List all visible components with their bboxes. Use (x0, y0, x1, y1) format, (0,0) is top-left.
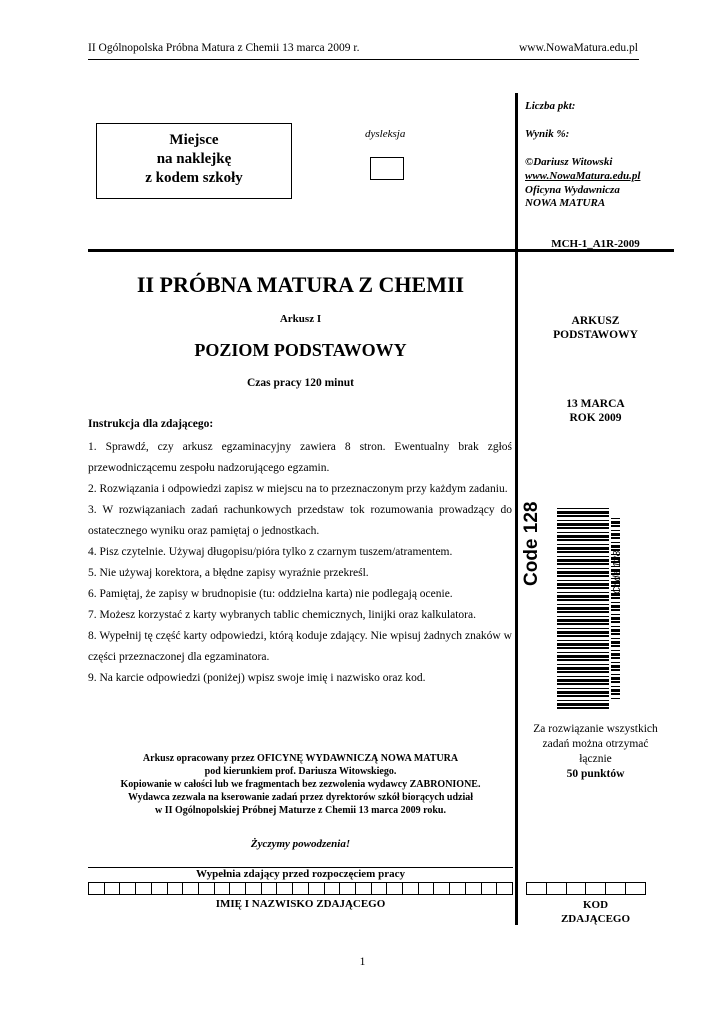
barcode-bar (557, 667, 609, 670)
publisher-name-1: Oficyna Wydawnicza (525, 184, 620, 196)
sheet-type (518, 314, 673, 342)
publisher-line: pod kierunkiem prof. Dariusza Witowskiego. (204, 766, 397, 777)
instruction-item: 5. Nie używaj korektora, a błędne zapisy wyraźnie przekreśl. (88, 567, 369, 579)
sheet-type-line-2: PODSTAWOWY (553, 329, 638, 341)
points-total: 50 punktów (566, 768, 625, 780)
vertical-divider (515, 93, 518, 925)
code-input-boxes[interactable] (526, 882, 646, 895)
header-rule (88, 59, 639, 60)
barcode-bar (611, 537, 620, 539)
barcode-bar (557, 679, 609, 682)
sticker-line-2: na naklejkę (156, 151, 232, 167)
barcode-bar (557, 623, 609, 625)
barcode-bar (557, 652, 609, 653)
barcode-bar (557, 683, 609, 685)
points-line-2: zadań można otrzymać (542, 738, 649, 750)
barcode-bar (611, 653, 620, 656)
barcode-bar (611, 645, 620, 647)
barcode-bar (611, 609, 620, 611)
barcode-bar (557, 539, 609, 541)
barcode-bar (611, 633, 620, 635)
barcode-bar (611, 689, 620, 692)
barcode-bar (611, 533, 620, 536)
barcode-bar (557, 556, 609, 557)
barcode-bar (557, 583, 609, 586)
barcode-bar (557, 520, 609, 521)
barcode-bar (611, 641, 620, 644)
exam-code: MCH-1_A1R-2009 (551, 238, 640, 250)
barcode-caption-large: Code 128 (521, 501, 542, 586)
points-line-3: łącznie (579, 753, 612, 765)
instructions-heading: Instrukcja dla zdającego: (88, 418, 214, 430)
sheet-type-line-1: ARKUSZ (571, 315, 620, 327)
time-limit: Czas pracy 120 minut (246, 377, 354, 389)
barcode-bar (557, 599, 609, 601)
instruction-item: 9. Na karcie odpowiedzi (poniżej) wpisz swoje imię i nazwisko oraz kod. (88, 672, 426, 684)
barcode-bar (557, 587, 609, 589)
barcode-bar (611, 662, 620, 663)
barcode-bar (557, 664, 609, 665)
barcode-bar (557, 544, 609, 545)
barcode-bar (611, 530, 620, 531)
barcode-bar (557, 568, 609, 569)
publisher-line: Arkusz opracowany przez OFICYNĘ WYDAWNICZĄ NOWA MATURA (142, 753, 459, 764)
barcode-bar (557, 659, 609, 661)
exam-date-line-2: ROK 2009 (569, 412, 622, 424)
barcode-bar (557, 676, 609, 677)
barcode-bar (611, 621, 620, 623)
barcode-bar (611, 677, 620, 680)
header-title: II Ogólnopolska Próbna Matura z Chemii 13 marca 2009 r. (88, 42, 360, 54)
barcode-bar (611, 542, 620, 543)
code-field-label (518, 898, 673, 926)
instruction-item: 1. Sprawdź, czy arkusz egzaminacyjny zawiera 8 stron. Ewentualny brak zgłoś przewodniczącemu zespołu nadzorującego egzamin. (88, 441, 512, 474)
barcode-bar (557, 595, 609, 598)
barcode-caption-small: Code 128 (612, 550, 623, 594)
barcode-bar (557, 635, 609, 637)
barcode-bar (557, 700, 609, 701)
barcode-bar (557, 616, 609, 617)
barcode-bar (557, 551, 609, 553)
barcode-bar (557, 523, 609, 526)
page-number: 1 (359, 956, 366, 968)
barcode-bar (557, 532, 609, 533)
barcode-bar (557, 695, 609, 697)
barcode-bar (611, 665, 620, 668)
code-label-line-1: KOD (582, 899, 609, 911)
exam-date-line-1: 13 MARCA (566, 398, 625, 410)
sticker-line-1: Miejsce (169, 132, 219, 148)
barcode-bar (611, 650, 620, 651)
barcode-bar (611, 617, 620, 620)
barcode-bar (557, 707, 609, 709)
level-title: POZIOM PODSTAWOWY (194, 340, 407, 360)
instructions-list (88, 437, 512, 689)
barcode-bar (557, 604, 609, 605)
good-luck-message: Życzymy powodzenia! (250, 838, 351, 850)
copyright-link[interactable]: www.NowaMatura.edu.pl (525, 170, 641, 182)
barcode-bar (611, 698, 620, 699)
name-input-boxes[interactable] (88, 882, 513, 895)
barcode-bar (557, 640, 609, 641)
barcode-bar (557, 647, 609, 649)
school-sticker-box (96, 123, 292, 199)
barcode-bar (611, 638, 620, 639)
barcode-bar (557, 511, 609, 514)
barcode-bar (557, 611, 609, 613)
barcode-bar (611, 681, 620, 683)
barcode-bar (611, 669, 620, 671)
barcode-bar (611, 629, 620, 632)
barcode-bar (557, 671, 609, 673)
barcode-bar (557, 527, 609, 529)
barcode-bar (557, 631, 609, 634)
fill-instructions-heading: Wypełnia zdający przed rozpoczęciem pracy (88, 867, 513, 882)
header-website: www.NowaMatura.edu.pl (518, 42, 638, 54)
barcode-bar (557, 535, 609, 538)
instruction-item: 4. Pisz czytelnie. Używaj długopisu/pióra tylko z czarnym tuszem/atramentem. (88, 546, 453, 558)
barcode-bar (557, 655, 609, 658)
barcode-bar (557, 592, 609, 593)
instruction-item: 8. Wypełnij tę część karty odpowiedzi, którą koduje zdający. Nie wpisuj żadnych znaków w części przeznaczonej dla egzaminatora. (88, 630, 512, 663)
barcode-bar (557, 559, 609, 562)
publisher-line: Wydawca zezwala na kserowanie zadań przez dyrektorów szkół biorących udział (127, 792, 474, 803)
barcode-bar (557, 607, 609, 610)
points-line-1: Za rozwiązanie wszystkich (533, 723, 658, 735)
dysleksja-label: dysleksja (365, 128, 406, 140)
page-title: II PRÓBNA MATURA Z CHEMII (136, 272, 465, 297)
copyright-name: ©Dariusz Witowski (525, 156, 613, 168)
barcode-bar (557, 563, 609, 565)
publisher-name-2: NOWA MATURA (525, 197, 606, 209)
barcode-bar (557, 575, 609, 577)
instruction-item: 6. Pamiętaj, że zapisy w brudnopisie (tu: oddzielna karta) nie podlegają ocenie. (88, 588, 453, 600)
publisher-notice (88, 752, 513, 817)
barcode-bar (611, 525, 620, 527)
barcode-bar (557, 628, 609, 629)
barcode-bar (611, 597, 620, 599)
publisher-line: w II Ogólnopolskiej Próbnej Maturze z Chemii 13 marca 2009 roku. (154, 805, 446, 816)
score-percent-label: Wynik %: (525, 128, 570, 140)
sheet-label: Arkusz I (279, 313, 322, 325)
barcode-bar (557, 515, 609, 517)
code-label-line-2: ZDAJĄCEGO (560, 913, 631, 925)
instruction-item: 7. Możesz korzystać z karty wybranych tablic chemicznych, linijki oraz kalkulatora. (88, 609, 476, 621)
instruction-item: 3. W rozwiązaniach zadań rachunkowych przedstaw tok rozumowania prowadzący do ostatecznego wyniku oraz pamiętaj o jednostkach. (88, 504, 512, 537)
max-points-info (518, 722, 673, 782)
barcode-bar (611, 605, 620, 608)
barcode-bar (557, 580, 609, 581)
barcode-bar (557, 619, 609, 622)
publisher-line: Kopiowanie w całości lub we fragmentach bez zezwolenia wydawcy ZABRONIONE. (120, 779, 481, 790)
barcode-bar (611, 626, 620, 627)
name-field-label: IMIĘ I NAZWISKO ZDAJĄCEGO (215, 898, 386, 910)
barcode-bar (557, 547, 609, 550)
dysleksja-checkbox[interactable] (370, 157, 404, 180)
exam-date (518, 397, 673, 425)
barcode-bar (611, 614, 620, 615)
barcode-bar (557, 643, 609, 646)
barcode-bar (611, 545, 620, 548)
barcode-bar (557, 688, 609, 689)
barcode-bar (611, 693, 620, 695)
barcode-bar (611, 602, 620, 603)
barcode-bar (611, 674, 620, 675)
barcode-bar (611, 518, 620, 519)
instruction-item: 2. Rozwiązania i odpowiedzi zapisz w miejscu na to przeznaczonym przy każdym zadaniu. (88, 483, 508, 495)
sticker-line-3: z kodem szkoły (145, 170, 243, 186)
barcode-bar (557, 691, 609, 694)
score-points-label: Liczba pkt: (525, 100, 576, 112)
barcode-bar (611, 521, 620, 524)
barcode-bar (611, 686, 620, 687)
barcode-bar (557, 508, 609, 509)
barcode-bar (557, 703, 609, 706)
barcode-bar (557, 571, 609, 574)
barcode-bar (611, 657, 620, 659)
